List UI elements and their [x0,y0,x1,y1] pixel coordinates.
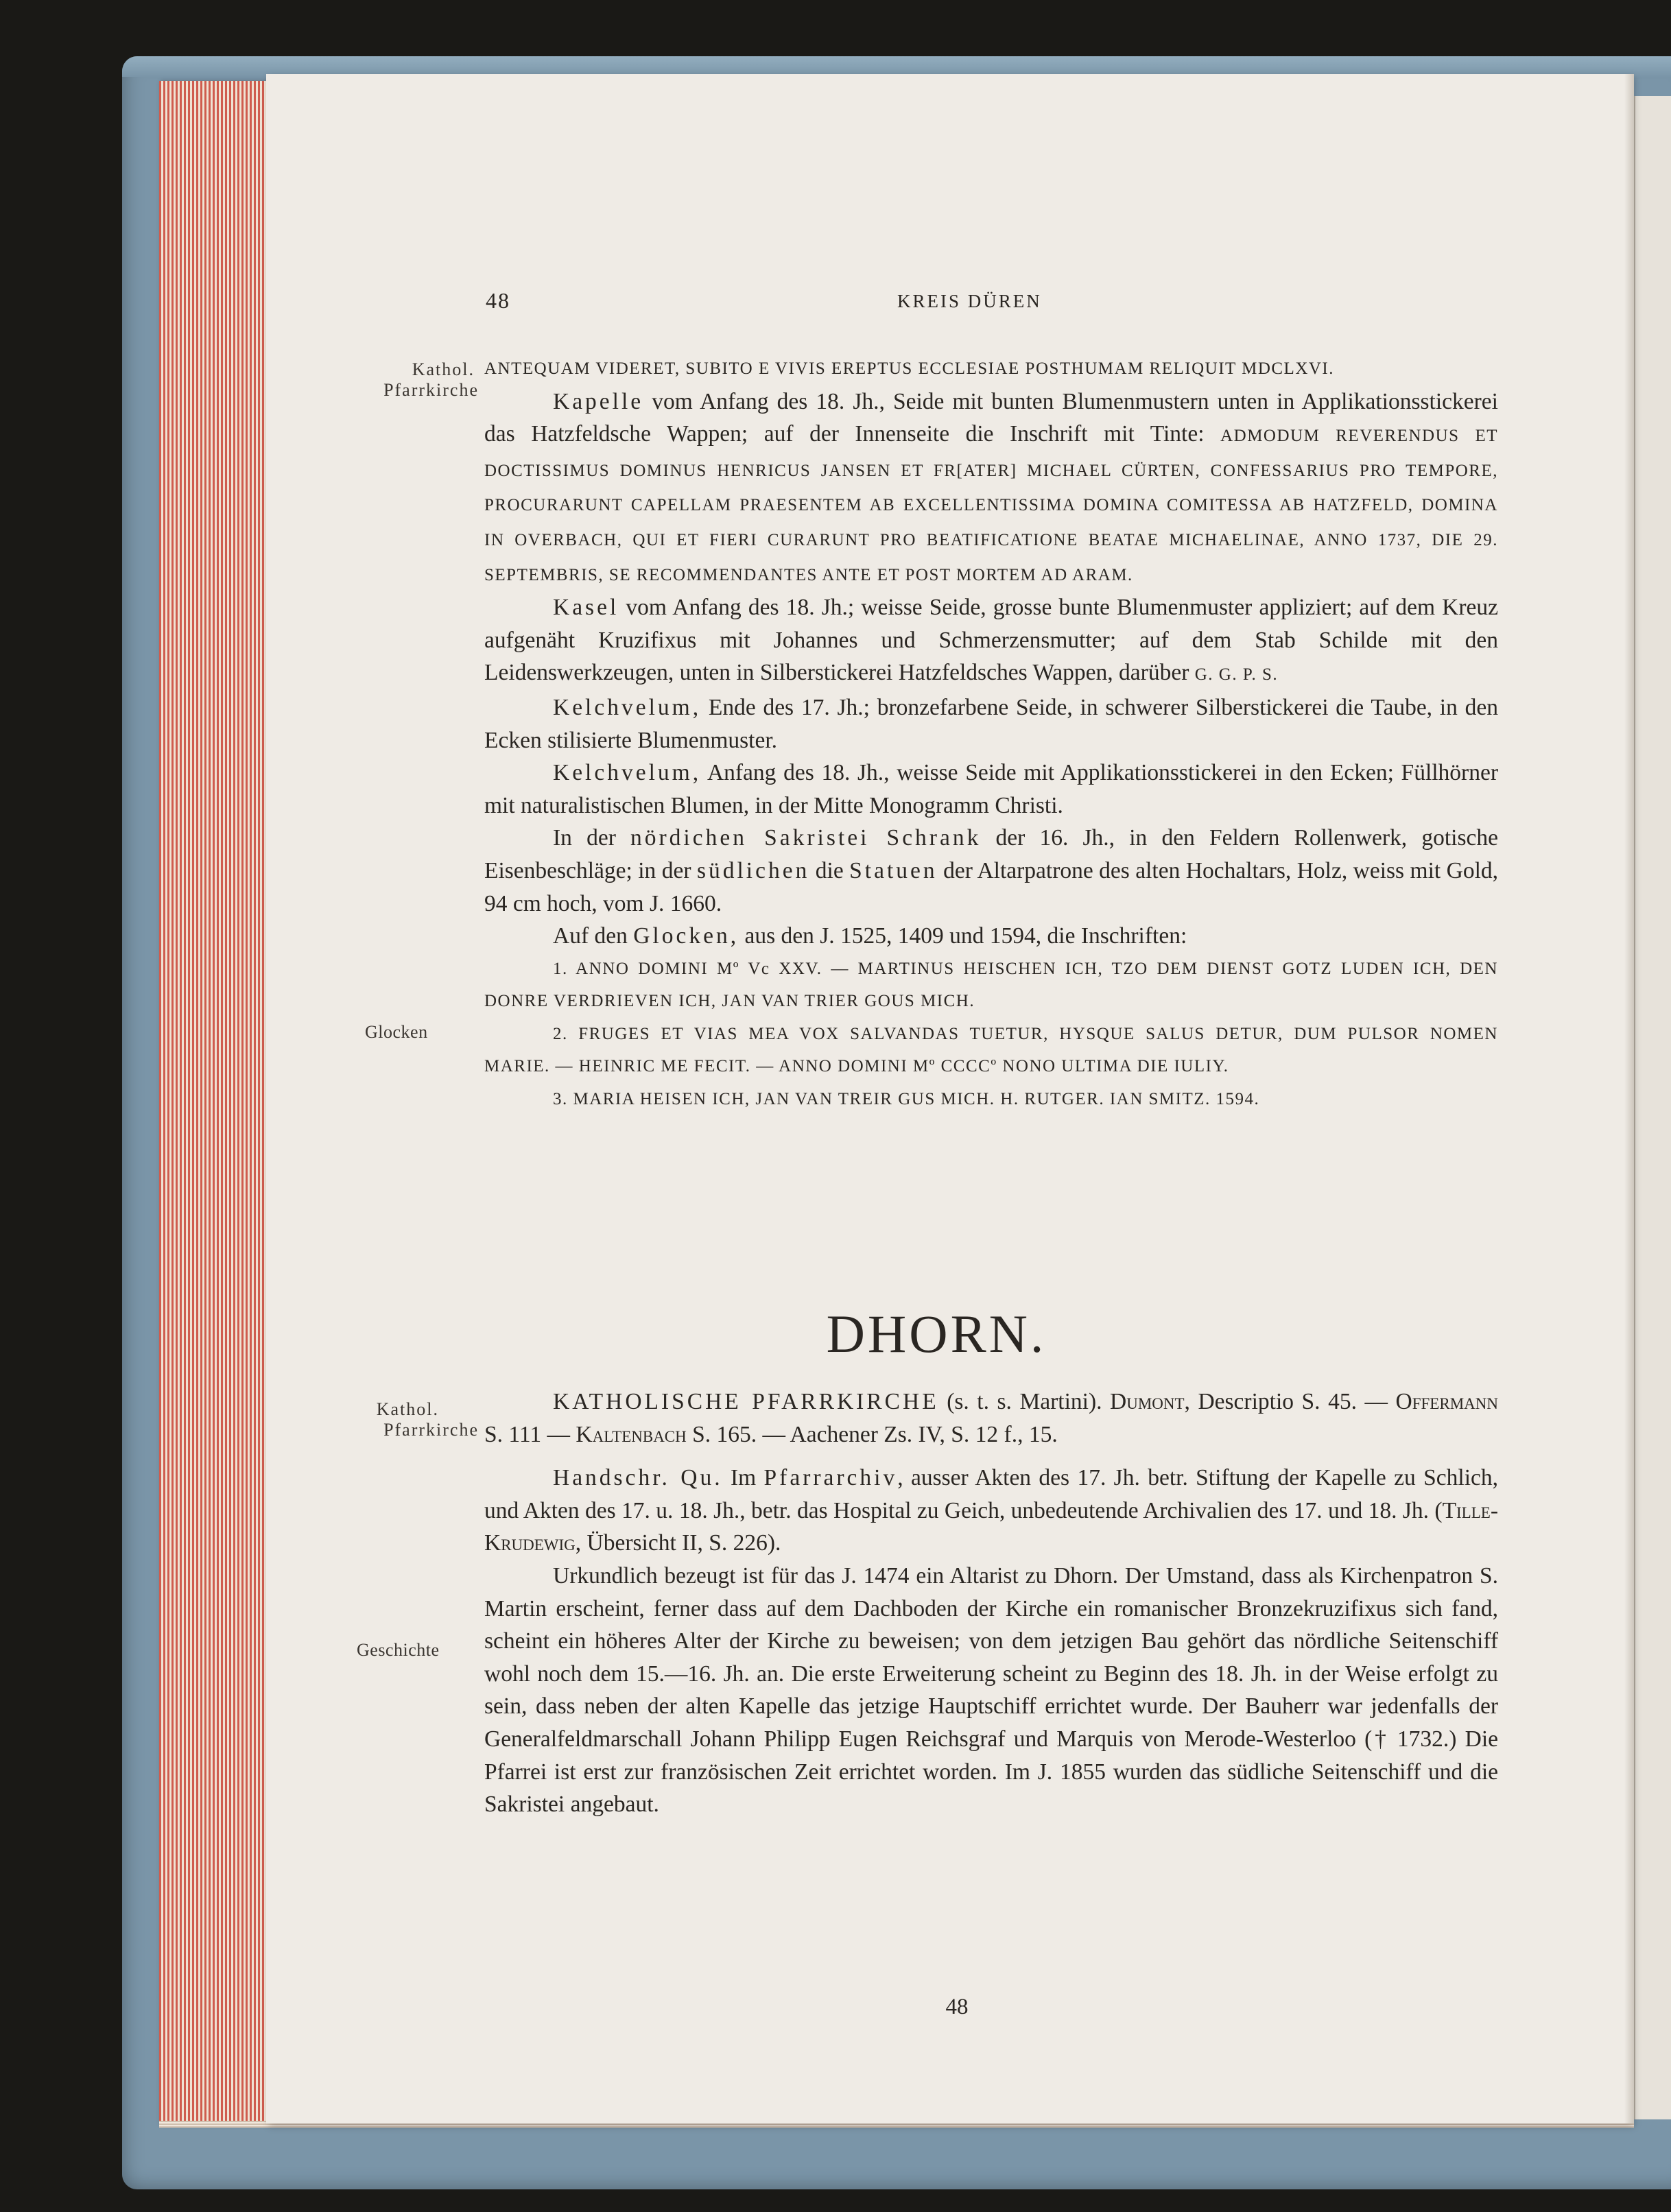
paragraph-text: (s. t. s. Martini). [938,1389,1111,1414]
lead-term: KATHOLISCHE PFARRKIRCHE [553,1389,939,1414]
paragraph-text: , ausser Akten des 17. Jh. betr. Stiftung der Kapelle zu Schlich, und Akten des 17. u. 18. Jh., betr. das Hospital zu Geich, unbedeutende Archivalien des 17. und 18. Jh. ( [484,1465,1499,1523]
page-gutter-shadow [1624,74,1634,2124]
margin-note-line: Kathol. [412,359,475,379]
margin-note-line: Kathol. [376,1399,439,1419]
paragraph-kapelle [484,385,1498,592]
text-block-lower [484,1386,1498,1821]
running-header [266,288,1631,316]
lead-term: Handschr. Qu. [553,1465,723,1491]
paragraph-text: S. 165. — Aachener Zs. IV, S. 12 f., 15. [686,1421,1058,1447]
paragraph-text: S. 111 — [484,1421,576,1447]
paragraph-text: der Altarpatrone des alten Hochaltars, Holz, weiss mit Gold, 94 cm hoch, vom J. 1660. [484,857,1499,916]
paragraph-katholische-pfarrkirche [484,1386,1498,1451]
paragraph-sakristei [484,822,1498,920]
author-name: Offermann [1395,1389,1498,1414]
margin-note-kathol-pfarrkirche-2 [342,1399,479,1440]
paragraph-handschriften [484,1462,1498,1560]
paragraph-text: Ende des 17. Jh.; bronzefarbene Seide, in schwerer Silberstickerei die Taube, in den Ecken stilisierte Blumenmuster. [484,694,1498,753]
bell-inscription-2: 2. FRUGES ET VIAS MEA VOX SALVANDAS TUETUR, HYSQUE SALUS DETUR, DUM PULSOR NOMEN MARIE. — HEINRIC ME FECIT. — ANNO DOMINI Mº CCCCº NONO ULTIMA DIE IULIY. [484,1024,1498,1076]
paragraph-text: der 16. Jh., in den Feldern Rollenwerk, gotische Eisenbeschläge; in der [484,825,1498,883]
paragraph-text: die [809,857,850,883]
lead-term: Kelchvelum, [553,694,702,720]
section-heading-text: DHORN. [826,1304,1047,1364]
bell-inscription-1: 1. ANNO DOMINI Mº Vc XXV. — MARTINUS HEISCHEN ICH, TZO DEM DIENST GOTZ LUDEN ICH, DEN DONRE VERDRIEVEN ICH, JAN VAN TRIER GOUS MICH. [484,959,1498,1011]
running-title: KREIS DÜREN [897,291,1042,311]
section-heading [266,1303,1631,1365]
paragraph-text: , Übersicht II, S. 226). [575,1530,781,1556]
paragraph-text: aus den J. 1525, 1409 und 1594, die Inschriften: [739,923,1187,949]
author-name: Tille-Krudewig [484,1497,1498,1556]
paragraph-kelchvelum-1 [484,691,1498,757]
paragraph-text: , Descriptio S. 45. — [1184,1389,1396,1414]
paragraph-text: vom Anfang des 18. Jh., Seide mit bunten Blumenmustern unten in Applikationsstickerei das Hatzfeldsche Wappen; auf der Innenseite die Inschrift mit Tinte: [484,388,1498,447]
margin-note-glocken: Glocken [365,1022,428,1042]
inscription-text: ADMODUM REVERENDUS ET DOCTISSIMUS DOMINUS HENRICUS JANSEN ET FR[ATER] MICHAEL CÜRTEN, CONFESSARIUS PRO TEMPORE, PROCURARUNT CAPELLAM PRAESENTEM AB EXCELLENTISSIMA DOMINA COMITESSA AB HATZFELD, DOMINA IN OVERBACH, QUI ET FIERI CURARUNT PRO BEATIFICATIONE BEATAE MICHAELINAE, ANNO 1737, DIE 29. SEPTEMBRIS, SE RECOMMENDANTES ANTE ET POST MORTEM AD ARAM. [484,427,1498,584]
bell-inscription-3: 3. MARIA HEISEN ICH, JAN VAN TREIR GUS MICH. H. RUTGER. IAN SMITZ. 1594. [553,1090,1260,1109]
author-name: Dumont [1110,1389,1185,1414]
footer-page-number-text: 48 [945,1995,969,2019]
paragraph-text: vom Anfang des 18. Jh.; weisse Seide, grosse bunte Blumenmuster appliziert; auf dem Kreuz aufgenäht Kruzifixus mit Johannes und Schmerzensmutter; auf dem Stab Schilde mit den Leidenswerkzeugen, unten in Silberstickerei Hatzfeldsches Wappen, darüber [484,595,1498,686]
header-page-number: 48 [486,288,510,313]
page-edges-left [159,81,269,2125]
paragraph-text: Auf den [553,923,634,949]
text-block-upper [484,353,1498,1116]
lead-term: Kapelle [553,388,644,414]
paragraph-text: In der [553,825,631,851]
lead-term: Pfarrarchiv [763,1465,898,1491]
lead-term: nördichen Sakristei Schrank [630,825,982,851]
lead-term: Kelchvelum, [553,760,702,786]
lead-term: südlichen [696,857,810,883]
footer-page-number [266,1995,1631,2020]
paragraph-geschichte: Urkundlich bezeugt ist für das J. 1474 ein Altarist zu Dhorn. Der Umstand, dass als Kirchenpatron S. Martin erscheint, ferner dass auf dem Dachboden der Kirche ein romanischer Bronzekruzifixus sich fand, scheint ein höheres Alter der Kirche zu beweisen; von dem jetzigen Bau gehört das nördliche Seitenschiff wohl noch dem 15.—16. Jh. an. Die erste Erweiterung scheint zu Beginn des 18. Jh. in der Weise erfolgt zu sein, dass neben der alten Kapelle das jetzige Hauptschiff errichtet wurde. Der Bauherr war jedenfalls der Generalfeldmarschall Johann Philipp Eugen Reichsgraf und Marquis von Merode-Westerloo († 1732.) Die Pfarrei ist erst zur französischen Zeit errichtet worden. Im J. 1855 wurden das südliche Seitenschiff und die Sakristei angebaut. [484,1562,1498,1818]
next-page-edge [1634,96,1671,2119]
paragraph-text: Anfang des 18. Jh., weisse Seide mit Applikationsstickerei in den Ecken; Füllhörner mit naturalistischen Blumen, in der Mitte Monogramm Christi. [484,760,1498,818]
margin-note-line: Pfarrkirche [383,1420,479,1440]
paragraph-glocken [484,920,1498,953]
lead-term: Glocken, [633,923,739,949]
paragraph-kasel [484,591,1498,691]
paragraph-text: Im [722,1465,764,1491]
lead-term: Kasel [553,595,619,621]
margin-note-kathol-pfarrkirche [342,359,479,401]
margin-note-line: Pfarrkirche [383,380,479,400]
author-name: Kaltenbach [576,1421,687,1447]
lead-term: Statuen [849,857,938,883]
inscription-continuation: ANTEQUAM VIDERET, SUBITO E VIVIS EREPTUS ECCLESIAE POSTHUMAM RELIQUIT MDCLXVI. [484,359,1334,378]
paragraph-kelchvelum-2 [484,757,1498,822]
inscription-text: G. G. P. S. [1194,665,1279,685]
book-page [266,74,1631,2124]
margin-note-geschichte: Geschichte [357,1640,440,1660]
